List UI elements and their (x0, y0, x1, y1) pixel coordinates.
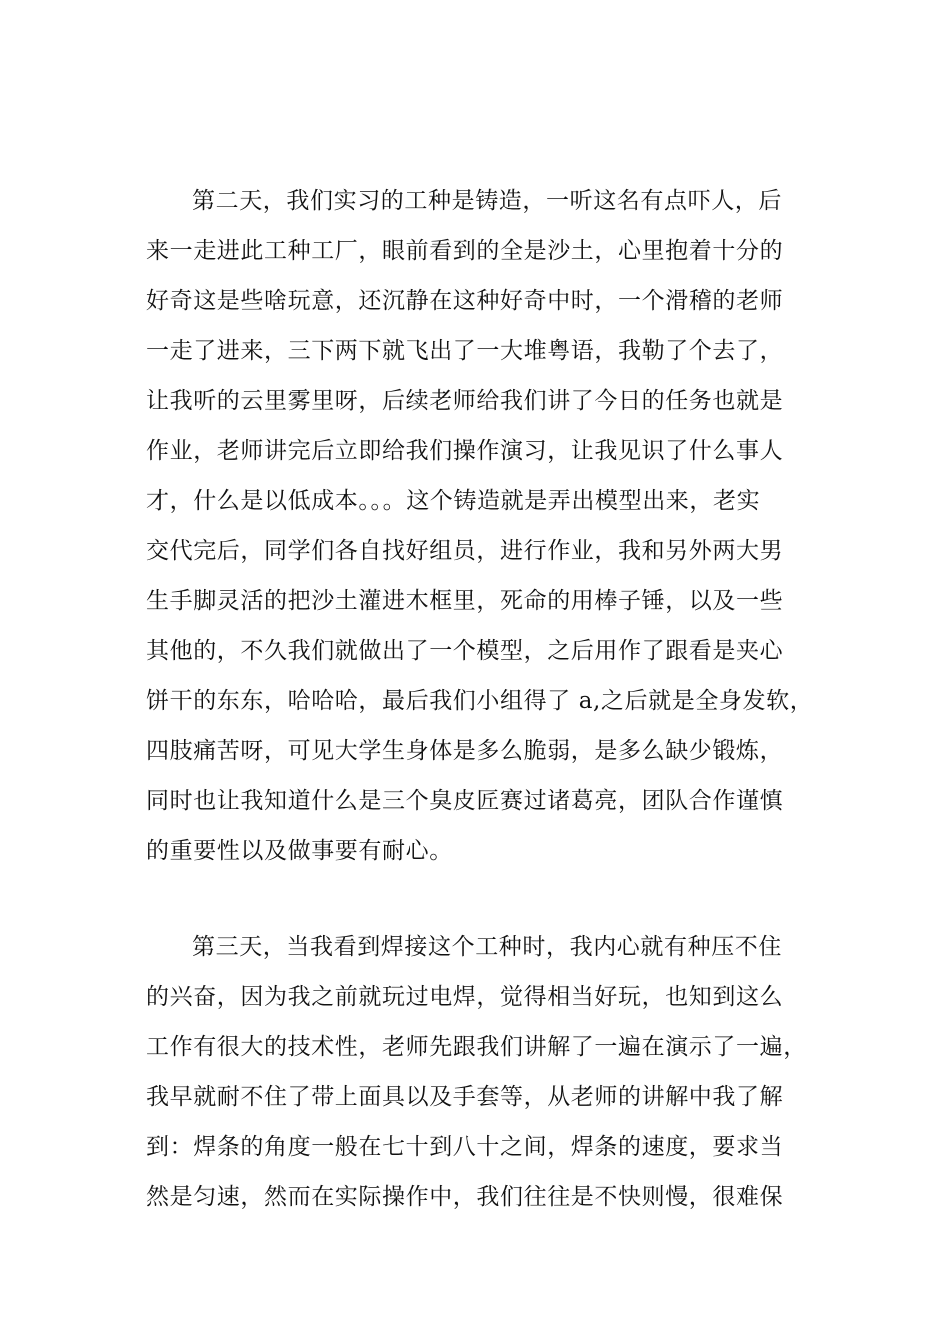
text-line: 第三天，当我看到焊接这个工种时，我内心就有种压不住 (192, 934, 782, 960)
text-line: 四肢痛苦呀，可见大学生身体是多么脆弱，是多么缺少锻炼， (146, 738, 784, 764)
text-line: 交代完后，同学们各自找好组员，进行作业，我和另外两大男 (146, 538, 784, 564)
text-line: 到：焊条的角度一般在七十到八十之间，焊条的速度，要求当 (146, 1134, 784, 1160)
text-line: 的重要性以及做事要有耐心。 (146, 838, 453, 864)
text-line: 作业，老师讲完后立即给我们操作演习，让我见识了什么事人 (146, 438, 784, 464)
text-line: 来一走进此工种工厂，眼前看到的全是沙土，心里抱着十分的 (146, 238, 784, 264)
text-line: 好奇这是些啥玩意，还沉静在这种好奇中时，一个滑稽的老师 (146, 288, 784, 314)
paragraph-day-three (146, 922, 836, 1222)
text-line: 的兴奋，因为我之前就玩过电焊，觉得相当好玩，也知到这么 (146, 984, 784, 1010)
text-line: 同时也让我知道什么是三个臭皮匠赛过诸葛亮，团队合作谨慎 (146, 788, 784, 814)
text-line: 一走了进来，三下两下就飞出了一大堆粤语，我勒了个去了， (146, 338, 784, 364)
text-line: 让我听的云里雾里呀，后续老师给我们讲了今日的任务也就是 (146, 388, 784, 414)
text-line: 饼干的东东，哈哈哈，最后我们小组得了 a,之后就是全身发软， (146, 688, 814, 714)
text-line: 生手脚灵活的把沙土灌进木框里，死命的用棒子锤，以及一些 (146, 588, 784, 614)
text-line: 然是匀速，然而在实际操作中，我们往往是不快则慢，很难保 (146, 1184, 784, 1210)
text-line: 工作有很大的技术性，老师先跟我们讲解了一遍在演示了一遍， (146, 1034, 807, 1060)
text-line: 第二天，我们实习的工种是铸造，一听这名有点吓人，后 (192, 188, 782, 214)
text-line: 其他的，不久我们就做出了一个模型，之后用作了跟看是夹心 (146, 638, 784, 664)
text-line: 我早就耐不住了带上面具以及手套等，从老师的讲解中我了解 (146, 1084, 784, 1110)
paragraph-day-two (146, 176, 836, 876)
text-line: 才，什么是以低成本。。。这个铸造就是弄出模型出来，老实 (146, 488, 761, 514)
